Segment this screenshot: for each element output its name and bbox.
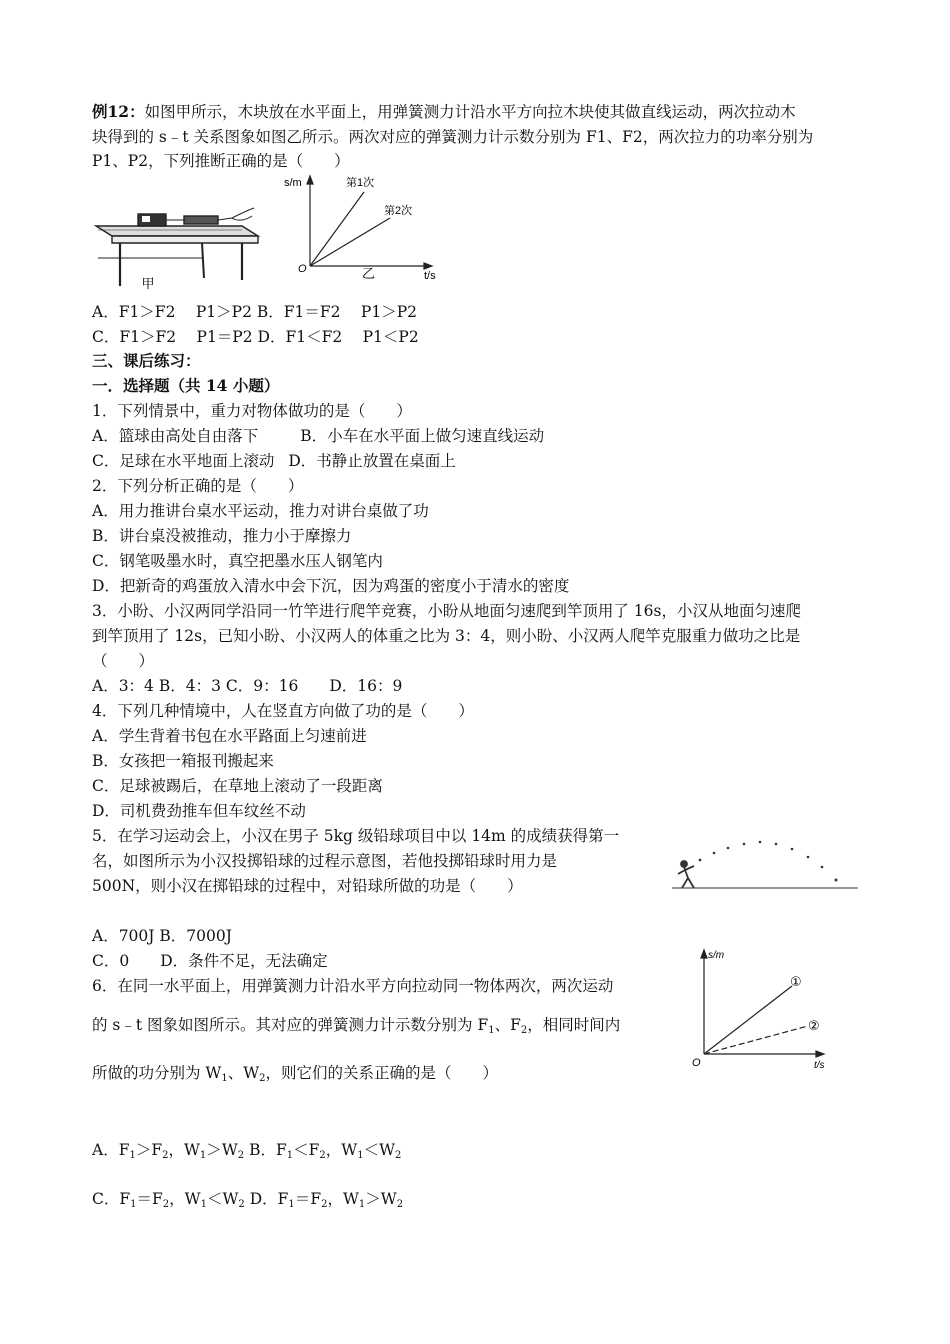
q6-options-ab: [92, 1139, 401, 1161]
sign: ＜: [293, 1141, 309, 1159]
y-axis-arrow: [307, 176, 313, 184]
q6-line-2-part-b: 、F: [494, 1016, 521, 1034]
w-sep: ，W: [168, 1141, 200, 1159]
y-axis-label: s/m: [708, 950, 725, 961]
sign: ＞: [365, 1190, 381, 1208]
y-axis-label: s/m: [284, 177, 302, 189]
q4-option-b: B．女孩把一箱报刊搬起来: [92, 752, 274, 770]
w-sep: ，W: [325, 1141, 358, 1159]
section-3-heading: 三、课后练习：: [92, 351, 201, 370]
w-sep: ，W: [169, 1190, 201, 1208]
q4-option-c: C．足球被踢后，在草地上滚动了一段距离: [92, 777, 383, 795]
example-12-text: 如图甲所示，木块放在水平面上，用弹簧测力计沿水平方向拉木块使其做直线运动，两次拉动木: [144, 103, 796, 121]
line-second-label: 第2次: [384, 205, 413, 217]
q6-line-1: 6．在同一水平面上，用弹簧测力计沿水平方向拉动同一物体两次，两次运动: [92, 977, 614, 995]
line-first-label: 第1次: [346, 177, 375, 189]
q4-option-a: A．学生背着书包在水平路面上匀速前进: [92, 727, 367, 745]
example-12-line-3: P1、P2，下列推断正确的是（ ）: [92, 152, 350, 170]
origin-label: O: [692, 1057, 701, 1069]
q6-line-3-part-b: 、W: [227, 1064, 260, 1082]
example-12-line-2: 块得到的 s﹣t 关系图象如图乙所示。两次对应的弹簧测力计示数分别为 F1、F2，两次拉力的功率分别为: [92, 128, 814, 146]
q6-line-3: [92, 1062, 498, 1084]
sign: ＜: [206, 1190, 223, 1208]
part-1-heading: 一．选择题（共 14 小题）: [92, 376, 280, 395]
q5-line-2: 名，如图所示为小汉投掷铅球的过程示意图，若他投掷铅球时用力是: [92, 852, 558, 870]
q4-stem: 4．下列几种情境中，人在竖直方向做了功的是（ ）: [92, 702, 474, 720]
sub-1: 1: [488, 1025, 495, 1036]
sign: ＜: [363, 1141, 380, 1159]
q2-option-a: A．用力推讲台桌水平运动，推力对讲台桌做了功: [92, 502, 429, 520]
q2-option-d: D．把新奇的鸡蛋放入清水中会下沉，因为鸡蛋的密度小于清水的密度: [92, 577, 570, 595]
q1-options-cd: [92, 450, 456, 472]
f-letter: F: [152, 1190, 163, 1208]
sign: ＝: [294, 1190, 311, 1208]
sub-1: 1: [358, 1199, 366, 1210]
example-12-options-ab: A．F1＞F2 P1＞P2 B．F1＝F2 P1＞P2: [92, 303, 417, 321]
q6-graph: [684, 942, 834, 1072]
q3-line-2: 到竿顶用了 12s，已知小盼、小汉两人的体重之比为 3：4，则小盼、小汉两人爬竿克服重力做功之比是: [92, 627, 801, 645]
q4-option-d: D．司机费劲推车但车纹丝不动: [92, 802, 306, 820]
sign: ＞: [135, 1141, 152, 1159]
q1-option-d: D．书静止放置在桌面上: [288, 452, 456, 470]
sub-2: 2: [396, 1199, 404, 1210]
sub-1: 1: [286, 1150, 294, 1161]
sub-1: 1: [357, 1150, 364, 1161]
q6-line-3-part-c: ，则它们的关系正确的是（ ）: [265, 1064, 499, 1082]
q5-line-1: 5．在学习运动会上，小汉在男子 5kg 级铅球项目中以 14m 的成绩获得第一: [92, 827, 620, 845]
f-letter: F: [310, 1190, 322, 1208]
sub-1: 1: [288, 1199, 295, 1210]
q1-option-b: B．小车在水平面上做匀速直线运动: [300, 427, 545, 445]
q6-line-2: [92, 1014, 620, 1036]
q5-line-3: 500N，则小汉在掷铅球的过程中，对铅球所做的功是（ ）: [92, 877, 523, 895]
y-axis-arrow: [701, 950, 707, 958]
w-letter: W: [222, 1190, 239, 1208]
figure-jia-caption: 甲: [141, 276, 155, 291]
sub-1: 1: [199, 1150, 207, 1161]
q6-option-b: B．F: [249, 1141, 287, 1159]
line-second: [310, 218, 390, 266]
x-axis-arrow: [816, 1051, 824, 1057]
figure-yi-caption: 乙: [362, 266, 376, 281]
q6-option-d: D．F: [249, 1190, 289, 1208]
sub-2: 2: [237, 1150, 245, 1161]
sub-2: 2: [238, 1199, 245, 1210]
figure-jia: [92, 196, 272, 292]
q6-line-2-part-c: ，相同时间内: [527, 1016, 621, 1034]
line-first: [310, 192, 364, 266]
sub-1: 1: [130, 1199, 137, 1210]
trajectory-dots: [699, 841, 838, 882]
sub-2: 2: [259, 1073, 266, 1084]
q3-options: A．3：4 B．4：3 C．9：16 D．16：9: [92, 677, 403, 695]
origin-label: O: [298, 263, 307, 275]
sign: ＞: [206, 1141, 222, 1159]
line-2-label: ②: [808, 1018, 820, 1033]
sub-2: 2: [319, 1150, 326, 1161]
sub-2: 2: [162, 1199, 170, 1210]
q6-line-2-part-a: 的 s﹣t 图象如图所示。其对应的弹簧测力计示数分别为 F: [92, 1016, 489, 1034]
example-label: 例12：: [92, 102, 145, 121]
q6-line-3-part-a: 所做的功分别为 W: [92, 1064, 222, 1082]
q2-option-b: B．讲台桌没被推动，推力小于摩擦力: [92, 527, 352, 545]
w-letter: W: [221, 1141, 238, 1159]
q5-options-ab: A．700J B．7000J: [92, 927, 232, 945]
sub-1: 1: [221, 1073, 228, 1084]
x-axis-label: t/s: [814, 1060, 825, 1071]
sub-2: 2: [520, 1025, 528, 1036]
w-sep: ，W: [327, 1190, 359, 1208]
line-1: [704, 986, 792, 1054]
example-12-options-cd: C．F1＞F2 P1＝P2 D．F1＜F2 P1＜P2: [92, 328, 419, 346]
line-2: [704, 1026, 808, 1054]
figure-yi-graph: [282, 168, 452, 286]
f-letter: F: [308, 1141, 320, 1159]
sub-1: 1: [129, 1150, 136, 1161]
q5-options-cd: C．0 D．条件不足，无法确定: [92, 952, 328, 970]
w-letter: W: [379, 1141, 396, 1159]
example-12-line-1: [92, 101, 796, 123]
q2-stem: 2．下列分析正确的是（ ）: [92, 477, 304, 495]
x-axis-arrow: [424, 263, 432, 269]
sub-2: 2: [395, 1150, 402, 1161]
q6-options-cd: [92, 1188, 403, 1210]
q3-line-3: （ ）: [92, 652, 155, 670]
q1-option-a: A．篮球由高处自由落下: [92, 427, 259, 445]
sub-2: 2: [321, 1199, 328, 1210]
q2-option-c: C．钢笔吸墨水时，真空把墨水压人钢笔内: [92, 552, 383, 570]
table-illustration: [96, 208, 258, 286]
sign: ＝: [136, 1190, 153, 1208]
sub-2: 2: [162, 1150, 169, 1161]
q1-stem: 1．下列情景中，重力对物体做功的是（ ）: [92, 402, 412, 420]
q1-option-c: C．足球在水平地面上滚动: [92, 452, 275, 470]
line-1-label: ①: [790, 974, 802, 989]
q6-option-a: A．F: [92, 1141, 130, 1159]
q1-options-ab: [92, 425, 544, 447]
f-letter: F: [151, 1141, 163, 1159]
q3-line-1: 3．小盼、小汉两同学沿同一竹竿进行爬竿竞赛，小盼从地面匀速爬到竿顶用了 16s，小汉从地面匀速爬: [92, 602, 801, 620]
x-axis-label: t/s: [424, 270, 436, 282]
athlete-icon: [678, 861, 694, 888]
sub-1: 1: [200, 1199, 207, 1210]
shot-put-figure: [670, 836, 860, 894]
w-letter: W: [380, 1190, 397, 1208]
q6-option-c: C．F: [92, 1190, 131, 1208]
